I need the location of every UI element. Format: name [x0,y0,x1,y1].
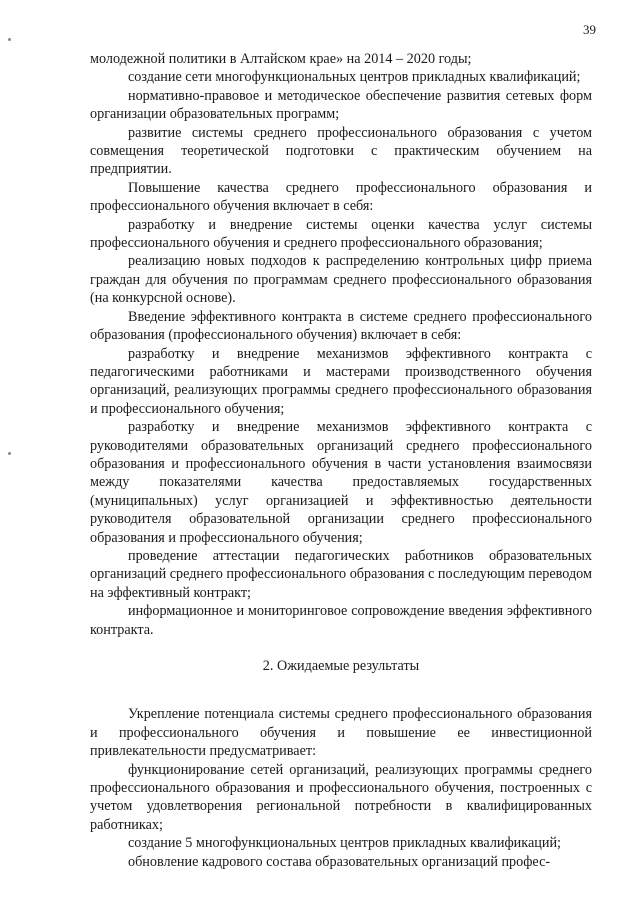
paragraph: развитие системы среднего профессионального образования с учетом совмещения теоретической подготовки с практическим обучением на предприятии. [90,124,592,178]
paragraph: Повышение качества среднего профессионального образования и профессионального обучения включает в себя: [90,179,592,215]
paragraph: молодежной политики в Алтайском крае» на 2014 – 2020 годы; [90,51,472,67]
paragraphs-before [90,50,592,639]
paragraph: разработку и внедрение механизмов эффективного контракта с педагогическими работниками и мастерами производственного обучения организаций, реализующих программы среднего профессионального образования и профессионального обучения; [90,345,592,417]
paragraph: проведение аттестации педагогических работников образовательных организаций среднего профессионального образования с последующим переводом на эффективный контракт; [90,547,592,601]
paragraph: Введение эффективного контракта в системе среднего профессионального образования (профессионального обучения) включает в себя: [90,308,592,344]
paragraph: обновление кадрового состава образовательных организаций профес- [128,853,551,870]
paragraph: функционирование сетей организаций, реализующих программы среднего профессионального образования и профессионального обучения, построенных с учетом удовлетворения региональной потребности в квалифицированных работниках; [90,761,592,833]
paragraph: информационное и мониторинговое сопровождение введения эффективного контракта. [90,603,592,638]
paragraph: разработку и внедрение системы оценки качества услуг системы профессионального обучения и среднего профессионального образования; [90,216,592,252]
paragraph: реализацию новых подходов к распределению контрольных цифр приема граждан для обучения по программам среднего профессионального образования (на конкурсной основе). [90,253,592,307]
paragraph: создание 5 многофункциональных центров прикладных квалификаций; [128,835,561,852]
margin-mark [8,38,11,41]
paragraph: нормативно-правовое и методическое обеспечение развития сетевых форм организации образовательных программ; [90,87,592,123]
paragraph: разработку и внедрение механизмов эффективного контракта с руководителями образовательных организаций среднего профессионального образования и профессионального обучения в части установления взаимосвязи между показателями качества предоставляемых государственных (муниципальных) услуг организацией и эффективностью деятельности руководителя образовательной организации среднего профессионального образования и профессионального обучения; [90,419,592,546]
document-body [90,50,592,871]
section-heading: 2. Ожидаемые результаты [262,658,420,674]
paragraphs-after [90,705,592,871]
paragraph: создание сети многофункциональных центров прикладных квалификаций; [128,69,581,86]
margin-mark [8,452,11,455]
page-number: 39 [583,22,596,37]
paragraph: Укрепление потенциала системы среднего профессионального образования и профессионального обучения и повышение ее инвестиционной привлекательности предусматривает: [90,706,592,760]
